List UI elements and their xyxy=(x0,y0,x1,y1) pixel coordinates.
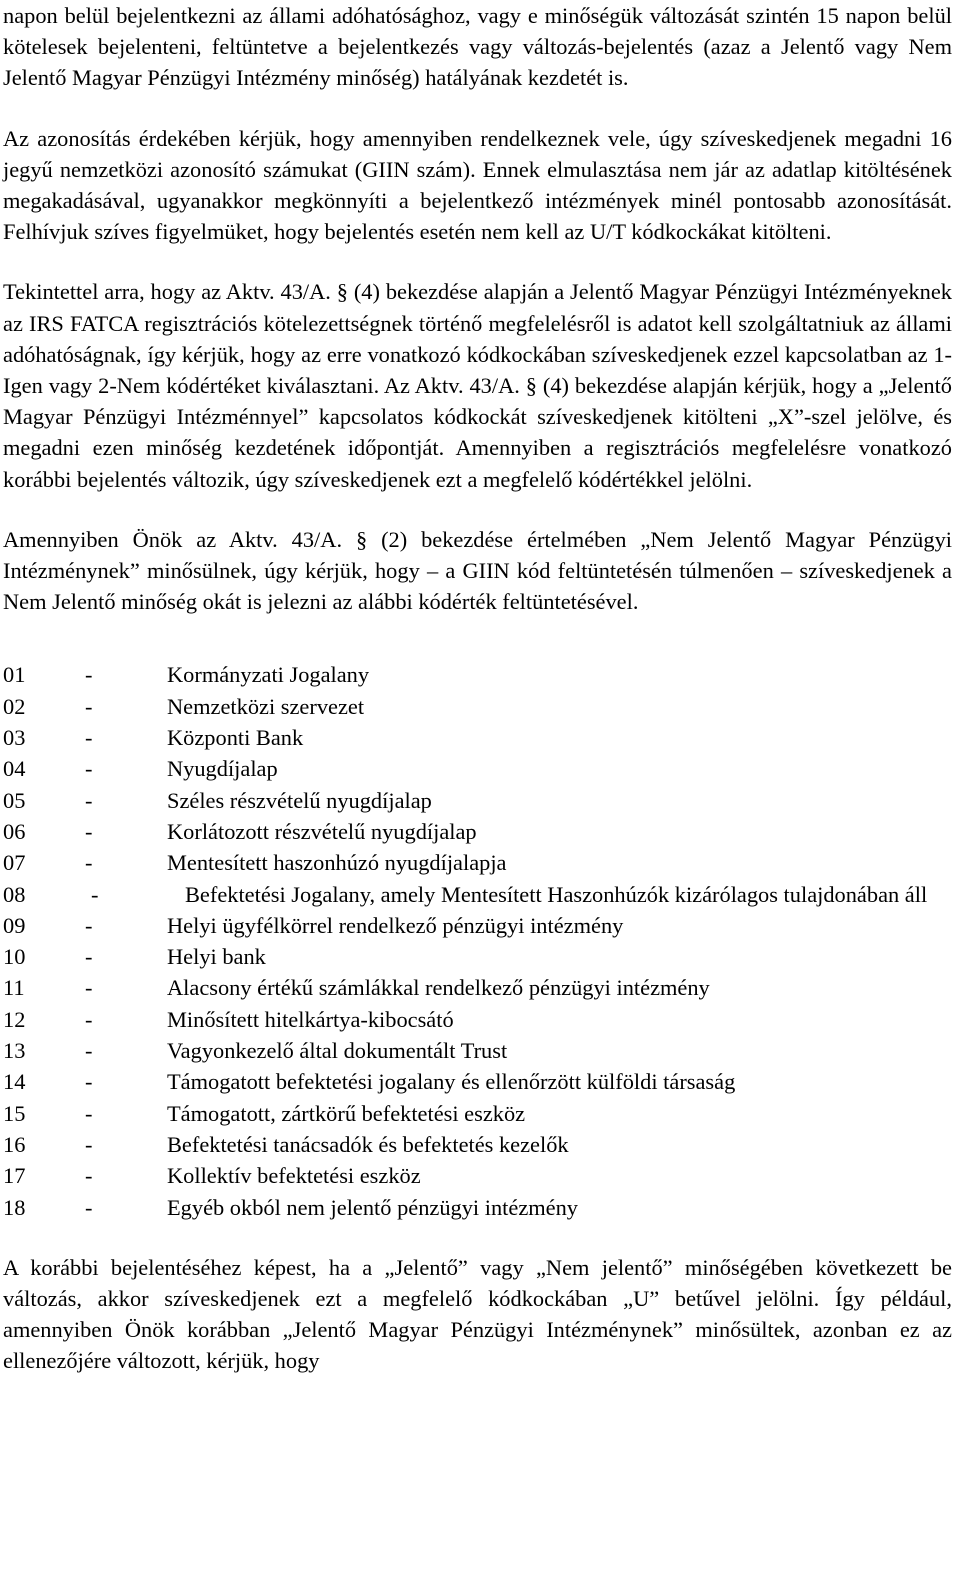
list-item-code: 05 xyxy=(3,787,26,813)
list-item-label: Kollektív befektetési eszköz xyxy=(167,1163,421,1189)
list-item xyxy=(3,1160,952,1191)
list-item xyxy=(3,1098,952,1129)
list-item-label: Egyéb okból nem jelentő pénzügyi intézmény xyxy=(167,1194,579,1220)
paragraph-gap xyxy=(3,1223,952,1252)
list-item-label: Támogatott, zártkörű befektetési eszköz xyxy=(167,1100,526,1126)
list-item-code: 12 xyxy=(3,1006,26,1032)
list-item-code: 06 xyxy=(3,818,26,844)
list-item-wrapped-text xyxy=(3,879,952,910)
paragraph-irs-fatca: Tekintettel arra, hogy az Aktv. 43/A. § (4) bekezdése alapján a Jelentő Magyar Pénzügyi Intézményeknek az IRS FATCA regisztrációs kötelezettségnek történő megfelelésről is adatot kell szolgáltatniuk az állami adóhatóságnak, így kérjük, hogy az erre vonatkozó kódkockában szíveskedjenek ezzel kapcsolatban az 1-Igen vagy 2-Nem kódértéket kiválasztani. Az Aktv. 43/A. § (4) bekezdése alapján kérjük, hogy a „Jelentő Magyar Pénzügyi Intézménnyel” kapcsolatos kódkockát szíveskedjenek kitölteni „X”-szel jelölve, és megadni ezen minőség kezdetének időpontját. Amennyiben a regisztrációs megfelelésre vonatkozó korábbi bejelentés változik, úgy szíveskedjenek ezt a megfelelő kódértékkel jelölni. xyxy=(3,279,952,492)
paragraph-non-reporting: Amennyiben Önök az Aktv. 43/A. § (2) bekezdése értelmében „Nem Jelentő Magyar Pénzügyi Intézménynek” minősülnek, úgy kérjük, hogy – a GIIN kód feltüntetésén túlmenően – szíveskedjenek a Nem Jelentő minőség okát is jelezni az alábbi kódérték feltüntetésével. xyxy=(3,526,952,615)
list-item xyxy=(3,879,952,910)
paragraph-giin-identification: Az azonosítás érdekében kérjük, hogy amennyiben rendelkeznek vele, úgy szíveskedjenek megadni 16 jegyű nemzetközi azonosító számukat (GIIN szám). Ennek elmulasztása nem jár az adatlap kitöltésének megakadásával, ugyanakkor megkönnyíti a bejelentkező intézmények minél pontosabb azonosítását. Felhívjuk szíves figyelmüket, hogy bejelentés esetén nem kell az U/T kódkockákat kitölteni. xyxy=(3,125,952,245)
list-item-dash: - xyxy=(85,725,93,751)
list-item-label: Befektetési Jogalany, amely Mentesített Haszonhúzók kizárólagos tulajdonában áll xyxy=(185,881,928,907)
list-item-label: Mentesített haszonhúzó nyugdíjalapja xyxy=(167,850,507,876)
list-item-dash: - xyxy=(85,1069,93,1095)
list-item-label: Vagyonkezelő által dokumentált Trust xyxy=(167,1038,508,1064)
list-item xyxy=(3,816,952,847)
list-item-code: 13 xyxy=(3,1038,26,1064)
list-item xyxy=(3,847,952,878)
list-item-dash: - xyxy=(85,1100,93,1126)
paragraph-change-marking: A korábbi bejelentéséhez képest, ha a „Jelentő” vagy „Nem jelentő” minőségében következett be változás, akkor szíveskedjenek ezt a megfelelő kódkockában „U” betűvel jelölni. Így például, amennyiben Önök korábban „Jelentő Magyar Pénzügyi Intézménynek” minősültek, azonban ez az ellenezőjére változott, kérjük, hogy xyxy=(3,1254,952,1374)
list-item-label: Minősített hitelkártya-kibocsátó xyxy=(167,1006,454,1032)
list-item-code: 08 xyxy=(3,881,26,907)
list-item-dash: - xyxy=(85,1038,93,1064)
list-item-dash: - xyxy=(85,1131,93,1157)
list-item-dash: - xyxy=(85,818,93,844)
list-item xyxy=(3,941,952,972)
list-item xyxy=(3,753,952,784)
list-item-code: 11 xyxy=(3,975,25,1001)
list-item-label: Nemzetközi szervezet xyxy=(167,693,365,719)
list-item-label: Befektetési tanácsadók és befektetés kezelők xyxy=(167,1131,569,1157)
list-item-dash: - xyxy=(91,881,99,907)
list-item-dash: - xyxy=(85,850,93,876)
document-page xyxy=(3,0,952,1377)
list-item-label: Támogatott befektetési jogalany és ellenőrzött külföldi társaság xyxy=(167,1069,736,1095)
paragraph-registration-deadline: napon belül bejelentkezni az állami adóhatósághoz, vagy e minőségük változását szintén 15 napon belül kötelesek bejelenteni, feltüntetve a bejelentkezés vagy változás-bejelentés (azaz a Jelentő vagy Nem Jelentő Magyar Pénzügyi Intézmény minőség) hatályának kezdetét is. xyxy=(3,3,952,91)
list-item xyxy=(3,1129,952,1160)
list-item-code: 10 xyxy=(3,944,26,970)
list-item-label: Korlátozott részvételű nyugdíjalap xyxy=(167,818,477,844)
list-item xyxy=(3,785,952,816)
list-item xyxy=(3,910,952,941)
list-item-dash: - xyxy=(85,1163,93,1189)
list-item-label: Széles részvételű nyugdíjalap xyxy=(167,787,432,813)
list-item-label: Nyugdíjalap xyxy=(167,756,278,782)
list-item xyxy=(3,659,952,690)
list-item-code: 18 xyxy=(3,1194,26,1220)
list-item-code: 02 xyxy=(3,693,26,719)
list-item-code: 04 xyxy=(3,756,26,782)
list-item-dash: - xyxy=(85,944,93,970)
list-item xyxy=(3,1035,952,1066)
list-item xyxy=(3,1004,952,1035)
code-list xyxy=(3,659,952,1222)
list-item-code: 01 xyxy=(3,662,26,688)
list-item xyxy=(3,1066,952,1097)
list-item-dash: - xyxy=(85,1006,93,1032)
list-item xyxy=(3,722,952,753)
list-item-dash: - xyxy=(85,756,93,782)
list-item-code: 14 xyxy=(3,1069,26,1095)
list-item-dash: - xyxy=(85,1194,93,1220)
list-item-dash: - xyxy=(85,975,93,1001)
list-item xyxy=(3,691,952,722)
list-item-dash: - xyxy=(85,662,93,688)
list-item xyxy=(3,972,952,1003)
list-item-dash: - xyxy=(85,787,93,813)
list-item-code: 17 xyxy=(3,1163,26,1189)
list-item-label: Központi Bank xyxy=(167,725,304,751)
list-item-dash: - xyxy=(85,912,93,938)
paragraph-gap xyxy=(3,247,952,276)
list-item-label: Helyi bank xyxy=(167,944,266,970)
list-item-label: Alacsony értékű számlákkal rendelkező pénzügyi intézmény xyxy=(167,975,710,1001)
paragraph-gap xyxy=(3,495,952,524)
list-item-code: 07 xyxy=(3,850,26,876)
list-item-code: 09 xyxy=(3,912,26,938)
list-item xyxy=(3,1192,952,1223)
list-item-code: 03 xyxy=(3,725,26,751)
list-item-dash: - xyxy=(85,693,93,719)
list-item-label: Helyi ügyfélkörrel rendelkező pénzügyi intézmény xyxy=(167,912,624,938)
paragraph-gap xyxy=(3,94,952,123)
list-item-code: 16 xyxy=(3,1131,26,1157)
paragraph-gap xyxy=(3,617,952,659)
list-item-label: Kormányzati Jogalany xyxy=(167,662,370,688)
list-item-code: 15 xyxy=(3,1100,26,1126)
